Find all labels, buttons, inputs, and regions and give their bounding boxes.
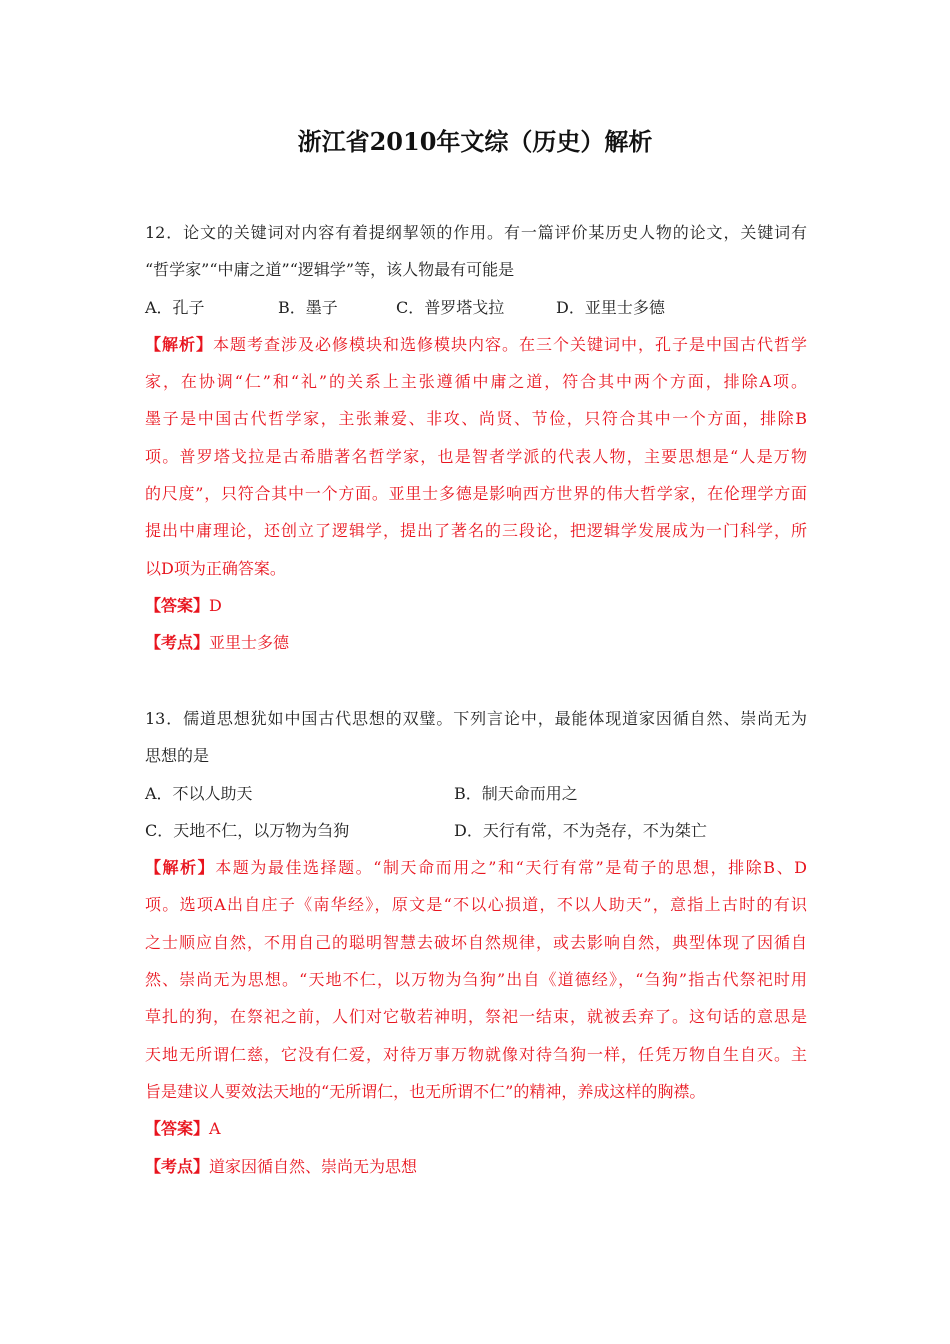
analysis-text: 本题为最佳选择题。“制天命而用之”和“天行有常”是荀子的思想，排除B、D [215,858,807,878]
answer-value: D [209,595,222,615]
option-d: D．天行有常，不为尧存，不为桀亡 [454,820,707,840]
point-value: 亚里士多德 [209,633,290,653]
analysis-line: 草扎的狗，在祭祀之前，人们对它敬若神明，祭祀一结束，就被丢弃了。这句话的意思是 [145,1007,807,1027]
analysis-text: 本题考查涉及必修模块和选修模块内容。在三个关键词中，孔子是中国古代哲学 [213,334,807,354]
option-a: A．不以人助天 [145,783,253,803]
question-stem: 思想的是 [145,746,210,766]
analysis-line: 项。普罗塔戈拉是古希腊著名哲学家，也是智者学派的代表人物，主要思想是“人是万物 [145,446,807,466]
analysis-line [145,849,807,886]
option-b: B．墨子 [278,297,338,317]
analysis-line: 家，在协调“仁”和“礼”的关系上主张遵循中庸之道，符合其中两个方面，排除A项。 [145,372,807,392]
answer-value: A [209,1119,221,1139]
options [145,289,807,326]
question-stem: 13．儒道思想犹如中国古代思想的双璧。下列言论中，最能体现道家因循自然、崇尚无为 [145,709,807,728]
analysis-label: 【解析】 [145,334,213,354]
answer-label: 【答案】 [145,1119,210,1139]
option-c: C．普罗塔戈拉 [396,297,505,317]
option-c: C．天地不仁，以万物为刍狗 [145,820,350,840]
answer-label: 【答案】 [145,595,210,615]
analysis-line: 旨是建议人要效法天地的“无所谓仁，也无所谓不仁”的精神，养成这样的胸襟。 [145,1081,706,1101]
analysis-line [145,326,807,363]
point-label: 【考点】 [145,633,210,653]
options-row [145,775,807,812]
point-label: 【考点】 [145,1156,210,1176]
options-row [145,812,807,849]
question-13 [145,700,807,1185]
analysis-line: 天地无所谓仁慈，它没有仁爱，对待万事万物就像对待刍狗一样，任凭万物自生自灭。主 [145,1044,807,1064]
option-a: A．孔子 [145,297,205,317]
page-title: 浙江省2010年文综（历史）解析 [297,127,653,156]
analysis-line: 项。选项A出自庄子《南华经》，原文是“不以心损道，不以人助天”，意指上古时的有识 [145,895,807,915]
point-value: 道家因循自然、崇尚无为思想 [209,1156,418,1176]
analysis-line: 之士顺应自然，不用自己的聪明智慧去破坏自然规律，或去影响自然，典型体现了因循自 [145,932,807,952]
analysis-line: 然、崇尚无为思想。“天地不仁，以万物为刍狗”出自《道德经》，“刍狗”指古代祭祀时用 [145,970,807,990]
question-stem: 12．论文的关键词对内容有着提纲挈领的作用。有一篇评价某历史人物的论文，关键词有 [145,223,807,242]
option-b: B．制天命而用之 [454,783,578,803]
analysis-line: 的尺度”，只符合其中一个方面。亚里士多德是影响西方世界的伟大哲学家，在伦理学方面 [145,484,807,504]
analysis-line: 墨子是中国古代哲学家，主张兼爱、非攻、尚贤、节俭，只符合其中一个方面，排除B [145,409,807,429]
answer-line [145,587,807,624]
point-line [145,1148,807,1185]
option-d: D．亚里士多德 [556,297,665,317]
analysis-line: 以D项为正确答案。 [145,558,286,578]
question-stem: “哲学家”“中庸之道”“逻辑学”等，该人物最有可能是 [145,260,515,280]
analysis-label: 【解析】 [145,858,216,878]
point-line [145,624,807,661]
question-12 [145,214,807,662]
analysis-line: 提出中庸理论，还创立了逻辑学，提出了著名的三段论，把逻辑学发展成为一门科学，所 [145,521,807,541]
answer-line [145,1110,807,1147]
